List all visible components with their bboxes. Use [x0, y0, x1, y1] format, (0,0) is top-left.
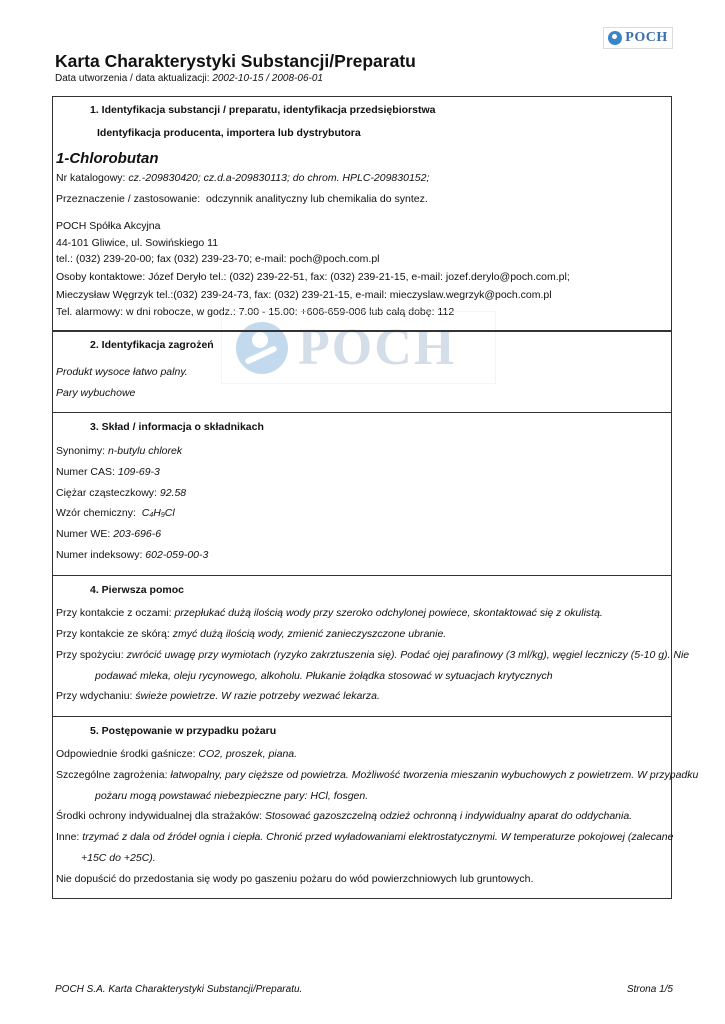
section-4-title: 4. Pierwsza pomoc	[90, 584, 184, 596]
skin-label: Przy kontakcie ze skórą:	[56, 628, 170, 640]
poch-watermark-text: POCH	[298, 319, 457, 376]
inhalation-label: Przy wdychaniu:	[56, 690, 133, 702]
section-divider	[52, 716, 672, 717]
document-dates	[55, 73, 323, 84]
section-divider	[52, 412, 672, 413]
synonyms	[56, 445, 182, 457]
eyes-value: przepłukać dużą ilością wody przy szeroko odchylonej powiece, skontaktować się z okulistą.	[174, 607, 603, 619]
poch-logo-icon	[608, 31, 622, 45]
water-runoff-note: Nie dopuścić do przedostania się wody po gaszeniu pożaru do wód powierzchniowych lub gruntowych.	[56, 873, 534, 885]
we-number	[56, 528, 161, 540]
other-fire-info-cont: +15C do +25C).	[81, 852, 156, 864]
mw-label: Ciężar cząsteczkowy:	[56, 487, 157, 499]
media-label: Odpowiednie środki gaśnicze:	[56, 748, 196, 760]
first-aid-inhalation	[56, 690, 380, 702]
ppe-value: Stosować gazoszczelną odzież ochronną i indywidualny aparat do oddychania.	[264, 810, 633, 822]
poch-logo-text: POCH	[625, 30, 668, 45]
poch-watermark	[221, 311, 496, 384]
contact-line: Mieczysław Węgrzyk tel.:(032) 239-24-73, fax: (032) 239-21-15, e-mail: mieczyslaw.wegrzyk@poch.com.pl	[56, 289, 552, 301]
section-divider	[52, 575, 672, 576]
index-number	[56, 549, 208, 561]
section-1-title: 1. Identyfikacja substancji / preparatu, identyfikacja przedsiębiorstwa	[90, 104, 436, 116]
media-value: CO2, proszek, piana.	[198, 748, 298, 760]
mw-value: 92.58	[159, 487, 187, 499]
first-aid-eyes	[56, 607, 603, 619]
section-3-title: 3. Skład / informacja o składnikach	[90, 421, 264, 433]
section-5-title: 5. Postępowanie w przypadku pożaru	[90, 725, 277, 737]
dates-value: 2002-10-15 / 2008-06-01	[212, 73, 323, 84]
emergency-phone: Tel. alarmowy: w dni robocze, w godz.: 7.00 - 15.00: +606-659-006 lub całą dobę: 112	[56, 306, 455, 318]
skin-value: zmyć dużą ilością wody, zmienić zanieczyszczone ubranie.	[172, 628, 447, 640]
formula-label: Wzór chemiczny:	[56, 507, 136, 519]
contact-line: Osoby kontaktowe: Józef Deryło tel.: (032) 239-22-51, fax: (032) 239-21-15, e-mail: jozef.derylo@poch.com.pl;	[56, 271, 570, 283]
synonyms-value: n-butylu chlorek	[107, 445, 183, 457]
cas-value: 109-69-3	[117, 466, 160, 478]
ingestion-value: zwrócić uwagę przy wymiotach (ryzyko zakrztuszenia się). Podać ojej parafinowy (3 ml/kg), węgiel leczniczy (5-10 g). Nie	[126, 649, 690, 661]
first-aid-ingestion	[56, 649, 689, 661]
address-line: 44-101 Gliwice, ul. Sowińskiego 11	[56, 237, 219, 249]
special-hazards-cont: pożaru mogą powstawać niebezpieczne pary: HCl, fosgen.	[95, 790, 369, 802]
poch-logo	[603, 27, 673, 49]
molecular-weight	[56, 487, 186, 499]
hazard-line: Produkt wysoce łatwo palny.	[56, 366, 188, 378]
ppe-label: Środki ochrony indywidualnej dla strażaków:	[56, 810, 263, 822]
special-hazards-value: łatwopalny, pary cięższe od powietrza. Możliwość tworzenia mieszanin wybuchowych z powietrzem. W przypadku	[170, 769, 699, 781]
other-label: Inne:	[56, 831, 80, 843]
footer-document-name: POCH S.A. Karta Charakterystyki Substancji/Preparatu.	[55, 984, 303, 995]
contact-line: tel.: (032) 239-20-00; fax (032) 239-23-70; e-mail: poch@poch.com.pl	[56, 253, 380, 265]
footer-page-number: Strona 1/5	[626, 984, 673, 995]
formula-value: $C_4H_9Cl$	[141, 507, 175, 519]
index-value: 602-059-00-3	[145, 549, 209, 561]
other-value: trzymać z dala od źródeł ognia i ciepła. Chronić przed wyładowaniami elektrostatycznymi. W temperaturze pokojowej (zalecane	[82, 831, 674, 843]
usage-label: Przeznaczenie / zastosowanie:	[56, 193, 201, 205]
section-divider	[52, 330, 672, 332]
first-aid-ingestion-cont: podawać mleka, oleju rycynowego, alkoholu. Płukanie żołądka stosować w sytuacjach krytycznych	[95, 670, 553, 682]
other-fire-info	[56, 831, 673, 843]
section-1-subtitle: Identyfikacja producenta, importera lub dystrybutora	[97, 127, 361, 139]
ingestion-label: Przy spożyciu:	[56, 649, 124, 661]
catalog-number	[56, 172, 429, 184]
cas-label: Numer CAS:	[56, 466, 115, 478]
first-aid-skin	[56, 628, 446, 640]
extinguishing-media	[56, 748, 297, 760]
inhalation-value: świeże powietrze. W razie potrzeby wezwać lekarza.	[135, 690, 380, 702]
hazard-line: Pary wybuchowe	[56, 387, 136, 399]
firefighter-ppe	[56, 810, 632, 822]
dates-label: Data utworzenia / data aktualizacji:	[55, 73, 210, 84]
we-label: Numer WE:	[56, 528, 111, 540]
eyes-label: Przy kontakcie z oczami:	[56, 607, 172, 619]
we-value: 203-696-6	[113, 528, 162, 540]
usage-value: odczynnik analityczny lub chemikalia do syntez.	[206, 193, 428, 205]
catalog-value: cz.-209830420; cz.d.a-209830113; do chrom. HPLC-209830152;	[128, 172, 430, 184]
product-name: 1-Chlorobutan	[56, 150, 159, 167]
cas-number	[56, 466, 160, 478]
section-2-title: 2. Identyfikacja zagrożeń	[90, 339, 214, 351]
address-line: POCH Spółka Akcyjna	[56, 220, 161, 232]
special-hazards	[56, 769, 698, 781]
chemical-formula	[56, 507, 175, 519]
usage	[56, 193, 428, 205]
document-title: Karta Charakterystyki Substancji/Preparatu	[55, 51, 416, 71]
special-hazards-label: Szczególne zagrożenia:	[56, 769, 168, 781]
synonyms-label: Synonimy:	[56, 445, 106, 457]
index-label: Numer indeksowy:	[56, 549, 143, 561]
catalog-label: Nr katalogowy:	[56, 172, 126, 184]
